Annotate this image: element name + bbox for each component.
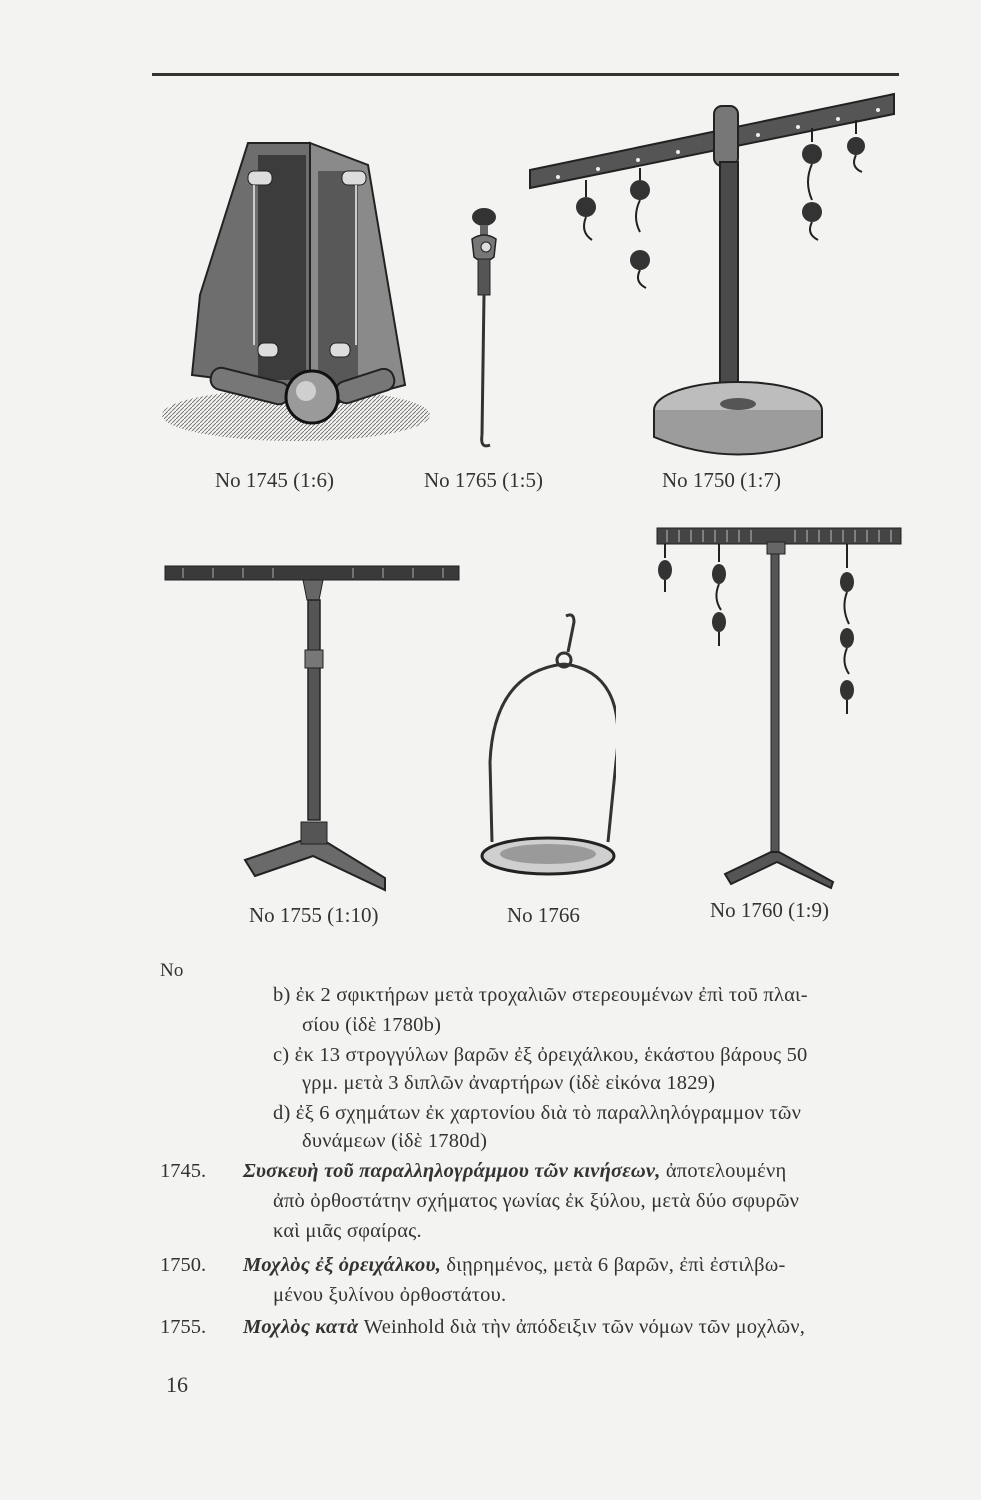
entry-1750-line-2: μένου ξυλίνου ὀρθοστάτου.: [273, 1284, 507, 1306]
list-item-c-line-1: c) ἐκ 13 στρογγύλων βαρῶν ἐξ ὀρειχάλκου, ἑκάστου βάρους 50: [273, 1044, 808, 1066]
entry-1755-title: Μοχλὸς κατὰ: [243, 1316, 359, 1338]
list-item-d-line-2: δυνάμεων (ἰδὲ 1780d): [302, 1130, 488, 1152]
entry-1745-rest: ἀποτελουμένη: [665, 1160, 787, 1182]
entry-1755-line-1: [243, 1316, 805, 1339]
list-item-b-line-2: σίου (ἰδὲ 1780b): [302, 1014, 442, 1036]
figure-1745-illustration: [160, 135, 432, 455]
page-number: 16: [166, 1372, 188, 1397]
figure-1755-illustration: [163, 560, 461, 892]
entry-1745-title: Συσκευὴ τοῦ παραλληλογράμμου τῶν κινήσεων,: [243, 1160, 661, 1182]
figure-1765-illustration: [462, 205, 506, 455]
entry-1755-rest: Weinhold διὰ τὴν ἀπόδειξιν τῶν νόμων τῶν μοχλῶν,: [363, 1316, 806, 1338]
entry-1750-title: Μοχλὸς ἐξ ὀρειχάλκου,: [243, 1254, 442, 1276]
figure-1750-illustration: [528, 92, 896, 460]
entry-1750-line-1: [243, 1254, 786, 1277]
list-item-d-line-1: d) ἐξ 6 σχημάτων ἐκ χαρτονίου διὰ τὸ παραλληλόγραμμον τῶν: [273, 1102, 802, 1124]
figure-1755-caption: No 1755 (1:10): [249, 903, 379, 927]
entry-1750-rest: διῃρημένος, μετὰ 6 βαρῶν, ἐπὶ ἐστιλβω-: [446, 1254, 786, 1276]
top-rule: [152, 73, 899, 76]
list-item-b-line-1: b) ἐκ 2 σφικτήρων μετὰ τροχαλιῶν στερεουμένων ἐπὶ τοῦ πλαι-: [273, 984, 808, 1006]
entry-1755-number: 1755.: [160, 1316, 207, 1338]
entry-1745-line-2: ἀπὸ ὀρθοστάτην σχήματος γωνίας ἐκ ξύλου, μετὰ δύο σφυρῶν: [273, 1190, 800, 1212]
entry-1745-number: 1745.: [160, 1160, 207, 1182]
entry-1745-line-1: [243, 1160, 786, 1183]
figure-1745-caption: No 1745 (1:6): [215, 468, 334, 492]
list-item-c-line-2: γρμ. μετὰ 3 διπλῶν ἀναρτήρων (ἰδὲ εἰκόνα 1829): [302, 1072, 716, 1094]
entry-1750-number: 1750.: [160, 1254, 207, 1276]
figure-1765-caption: No 1765 (1:5): [424, 468, 543, 492]
entry-1745-line-3: καὶ μιᾶς σφαίρας.: [273, 1220, 422, 1242]
figure-1750-caption: No 1750 (1:7): [662, 468, 781, 492]
no-label: No: [160, 960, 184, 981]
figure-1760-illustration: [655, 518, 905, 890]
figure-1766-caption: No 1766: [507, 903, 580, 927]
figure-1760-caption: No 1760 (1:9): [710, 898, 829, 922]
figure-1766-illustration: [478, 612, 616, 880]
